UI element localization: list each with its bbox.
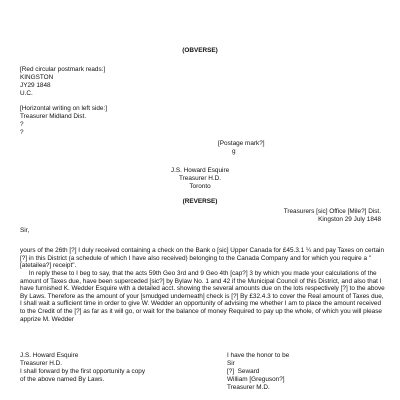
- closing-left-line: I shall forward by the first opportunity a copy: [20, 368, 146, 375]
- closing-right-line: Sir: [227, 360, 235, 367]
- horizontal-writing-line: Treasurer Midland Dist.: [20, 113, 87, 120]
- obverse-heading: (OBVERSE): [182, 47, 218, 54]
- reverse-heading: (REVERSE): [182, 198, 218, 205]
- postmark-line: JY29 1848: [20, 82, 51, 89]
- body-paragraph: In reply these to I beg to say, that the acts 59th Geo 3rd and 9 Geo 4th [cap?] 3 by which you made your calculations of the amount of Taxes due, have been superceded [sic?] by Bylaw No. 1 and 42 if the Municipal Council of this District, and also that I have furnished K. Wedder Esquire with a detailed acct. showing the several amounts due on the lots respectively [?] to the above By Laws. Therefore as the amount of your [smudged underneath] check is [?] By £32.4.3 to cover the Real amount of Taxes due, I shall wait a sufficient time in order to give W. Wedder an opportunity of advising me whether I am to place the amount received to the Credit of the [?] as far as it will go, or wait for the balance of money Required to pay up the whole, of which you will please apprize M. Wedder: [20, 270, 387, 323]
- postage-mark-line: g: [232, 148, 236, 155]
- postage-mark-line: [Postage mark?]: [218, 140, 265, 147]
- horizontal-writing-line: [Horizontal writing on left side:]: [20, 105, 108, 112]
- closing-right-line: William [Greguson?]: [227, 376, 285, 383]
- postmark-line: [Red circular postmark reads:]: [20, 66, 106, 73]
- closing-left-line: J.S. Howard Esquire: [20, 352, 79, 359]
- address-line: Treasurer H.D.: [178, 175, 222, 182]
- closing-left-line: Treasurer H.D.: [20, 360, 63, 367]
- dateline-line: Treasurers [sic] Office [Mile?] Dist.: [283, 208, 381, 215]
- address-line: Toronto: [189, 183, 211, 190]
- closing-right-line: [?] Seward: [227, 368, 260, 375]
- address-line: J.S. Howard Esquire: [170, 167, 230, 174]
- closing-right-line: Treasurer M.D.: [227, 384, 270, 391]
- body-paragraph: yours of the 26th [?] I duly received containing a check on the Bank o [sic] Upper Canada for £45.3.1 ¼ and pay Taxes on certain [?] in this District (a schedule of which I have also received) belonging to the Canada Company and for which you require a "[atetailea?] receipt".: [20, 247, 385, 270]
- salutation: Sir,: [20, 227, 30, 234]
- dateline-line: Kingston 29 July 1848: [318, 216, 381, 223]
- postmark-line: KINGSTON: [20, 74, 54, 81]
- closing-right-line: I have the honor to be: [227, 352, 290, 359]
- postmark-line: U.C.: [20, 90, 33, 97]
- horizontal-writing-line: ?: [20, 121, 24, 128]
- horizontal-writing-line: ?: [20, 129, 24, 136]
- closing-left-line: of the above named By Laws.: [20, 376, 105, 383]
